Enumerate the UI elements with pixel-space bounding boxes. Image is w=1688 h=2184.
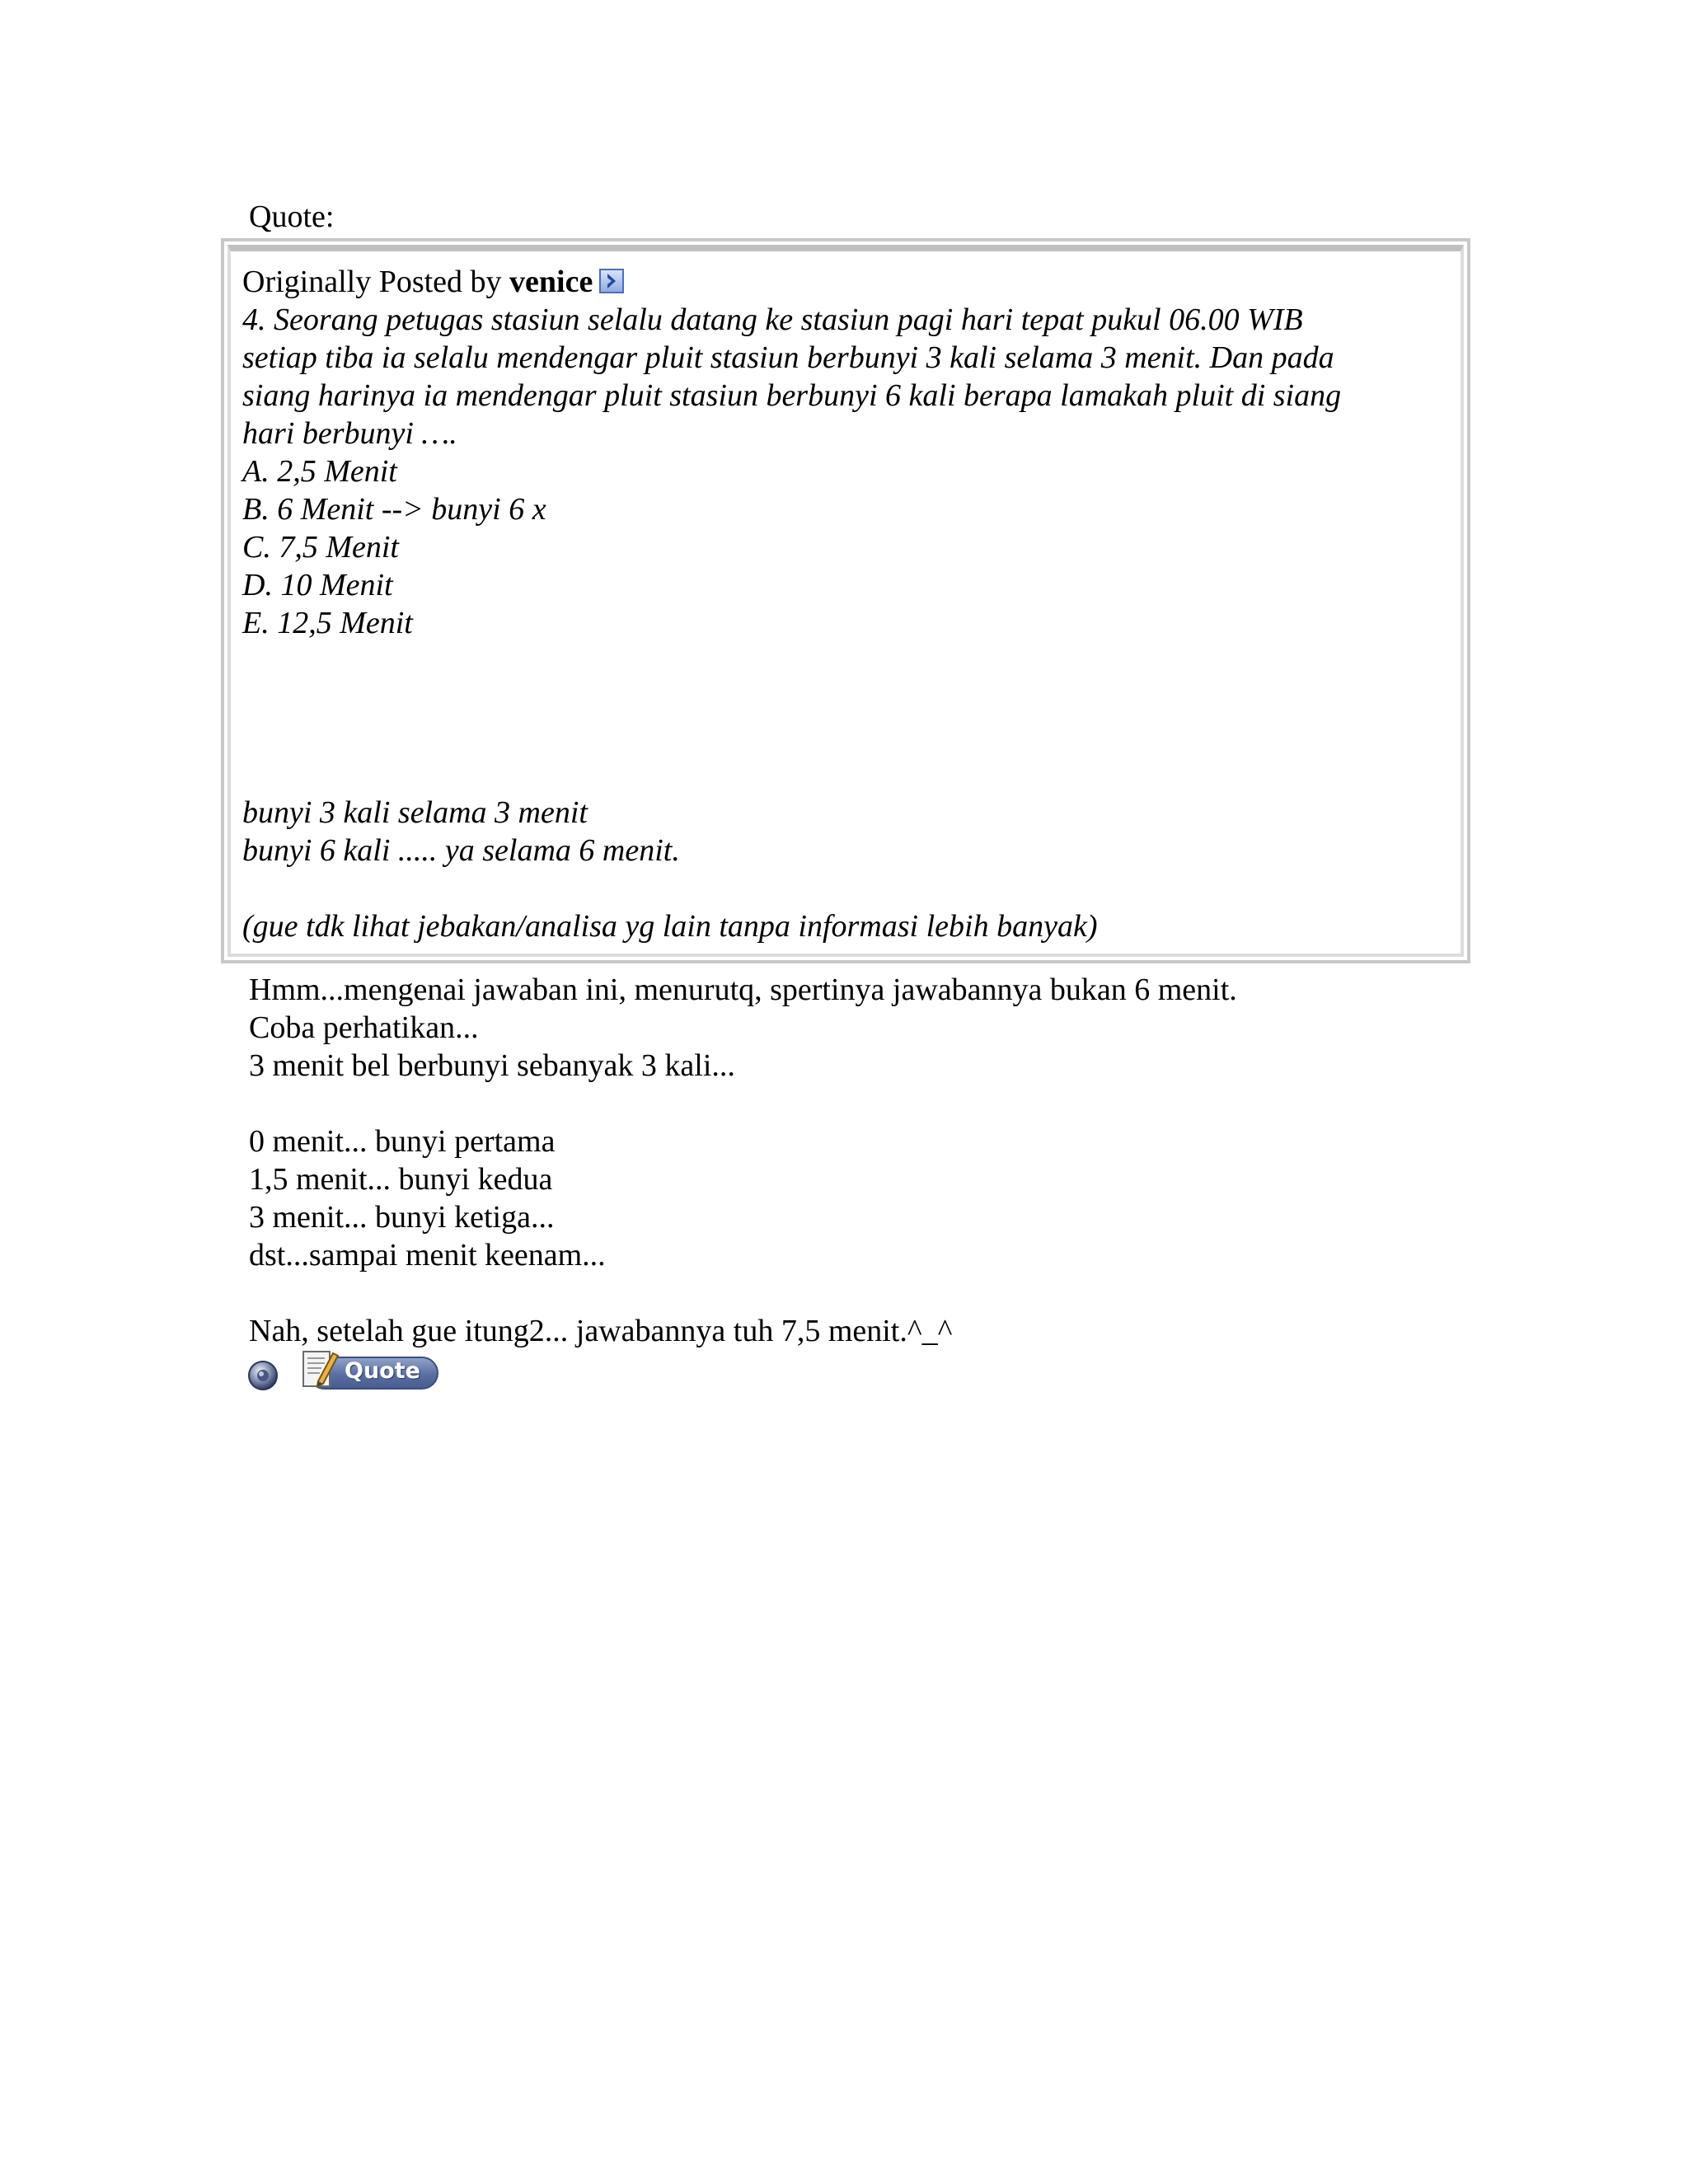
timeline-line: dst...sampai menit keenam... xyxy=(249,1238,606,1272)
posted-by-prefix: Originally Posted by xyxy=(242,265,510,299)
timeline-line: 1,5 menit... bunyi kedua xyxy=(249,1162,553,1197)
reply-text xyxy=(249,971,1237,1350)
arrow-right-icon[interactable] xyxy=(599,269,624,293)
quote-button[interactable] xyxy=(295,1348,440,1391)
quoted-answer-line: bunyi 3 kali selama 3 menit xyxy=(242,795,588,830)
answer-option: A. 2,5 Menit xyxy=(242,454,397,489)
posted-by-line xyxy=(242,263,1451,301)
spacer xyxy=(242,869,1451,907)
reply-line: Coba perhatikan... xyxy=(249,1010,479,1045)
timeline-line: 0 menit... bunyi pertama xyxy=(249,1124,556,1159)
spacer xyxy=(242,642,1451,794)
question-line: setiap tiba ia selalu mendengar pluit stasiun berbunyi 3 kali selama 3 menit. Dan pada xyxy=(242,340,1334,375)
reply-line: Hmm...mengenai jawaban ini, menurutq, spertinya jawabannya bukan 6 menit. xyxy=(249,972,1237,1007)
reply-line: 3 menit bel berbunyi sebanyak 3 kali... xyxy=(249,1048,735,1083)
spacer xyxy=(249,1274,1237,1312)
quote-button-label: Quote xyxy=(345,1358,420,1384)
question-line: siang harinya ia mendengar pluit stasiun berbunyi 6 kali berapa lamakah pluit di siang xyxy=(242,378,1342,413)
answer-option: D. 10 Menit xyxy=(242,568,393,602)
round-bullet-icon xyxy=(247,1360,279,1391)
reply-conclusion: Nah, setelah gue itung2... jawabannya tuh 7,5 menit.^_^ xyxy=(249,1314,953,1348)
quoted-answer-line: bunyi 6 kali ..... ya selama 6 menit. xyxy=(242,833,680,868)
spacer xyxy=(249,1085,1237,1122)
post-actions xyxy=(247,1348,462,1394)
answer-option: C. 7,5 Menit xyxy=(242,530,399,565)
quote-inner xyxy=(227,245,1464,957)
quoted-question xyxy=(242,301,1451,945)
quoted-note: (gue tdk lihat jebakan/analisa yg lain tanpa informasi lebih banyak) xyxy=(242,909,1098,944)
quote-label: Quote: xyxy=(249,199,335,234)
document-pencil-icon xyxy=(295,1348,343,1391)
answer-option: B. 6 Menit --> bunyi 6 x xyxy=(242,492,546,527)
quote-box xyxy=(221,238,1470,963)
answer-option: E. 12,5 Menit xyxy=(242,606,413,640)
question-line: hari berbunyi …. xyxy=(242,416,457,451)
question-line: 4. Seorang petugas stasiun selalu datang ke stasiun pagi hari tepat pukul 06.00 WIB xyxy=(242,302,1303,337)
quote-author: venice xyxy=(509,265,593,299)
timeline-line: 3 menit... bunyi ketiga... xyxy=(249,1200,555,1235)
